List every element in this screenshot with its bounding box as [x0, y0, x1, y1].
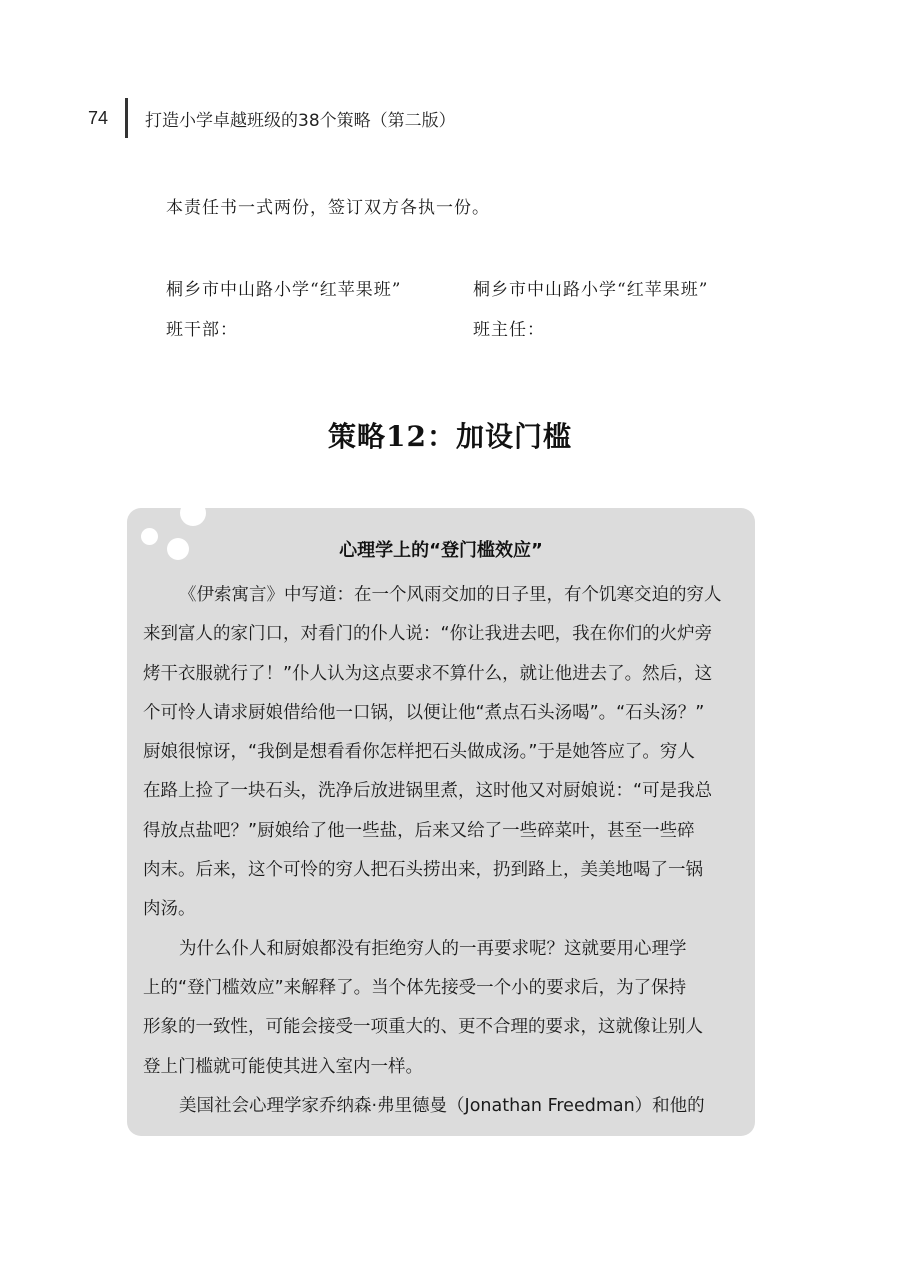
running-title: 打造小学卓越班级的38个策略（第二版）: [145, 111, 456, 131]
signature-left-role: 班干部：: [166, 320, 238, 340]
signature-right-role: 班主任：: [473, 320, 545, 340]
body-line: 厨娘很惊讶，“我倒是想看看你怎样把石头做成汤。”于是她答应了。穷人: [143, 742, 695, 763]
body-line: 个可怜人请求厨娘借给他一口锅，以便让他“煮点石头汤喝”。“石头汤？”: [143, 702, 705, 723]
box-title: 心理学上的“登门槛效应”: [339, 540, 543, 561]
sidebar-box: [127, 508, 755, 1136]
section-title: 策略12：加设门槛: [328, 420, 572, 453]
body-line: 肉汤。: [143, 899, 196, 920]
body-line: 来到富人的家门口，对看门的仆人说：“你让我进去吧，我在你们的火炉旁: [143, 624, 713, 645]
body-line: 肉末。后来，这个可怜的穷人把石头捞出来，扔到路上，美美地喝了一锅: [143, 860, 703, 881]
box-body: [143, 576, 739, 1126]
body-line: 烤干衣服就行了！”仆人认为这点要求不算什么，就让他进去了。然后，这: [143, 663, 713, 684]
signature-right: [473, 270, 708, 350]
contract-note: 本责任书一式两份，签订双方各执一份。: [166, 198, 490, 218]
page-number: 74: [88, 108, 109, 128]
body-line: 美国社会心理学家乔纳森·弗里德曼（Jonathan Freedman）和他的: [179, 1095, 705, 1116]
body-line: 形象的一致性，可能会接受一项重大的、更不合理的要求，这就像让别人: [143, 1017, 703, 1038]
body-line: 上的“登门槛效应”来解释了。当个体先接受一个小的要求后，为了保持: [143, 977, 687, 998]
header-divider: [125, 98, 128, 138]
body-line: 登上门槛就可能使其进入室内一样。: [143, 1056, 423, 1077]
signature-left: [166, 270, 401, 350]
body-line: 《伊索寓言》中写道：在一个风雨交加的日子里，有个饥寒交迫的穷人: [179, 585, 722, 605]
body-line: 得放点盐吧？”厨娘给了他一些盐，后来又给了一些碎菜叶，甚至一些碎: [143, 820, 695, 841]
body-line: 在路上捡了一块石头，洗净后放进锅里煮，这时他又对厨娘说：“可是我总: [143, 781, 713, 802]
body-line: 为什么仆人和厨娘都没有拒绝穷人的一再要求呢？这就要用心理学: [179, 938, 687, 959]
signature-left-school: 桐乡市中山路小学“红苹果班”: [166, 280, 402, 300]
decor-bubble-icon: [180, 500, 206, 526]
signature-right-school: 桐乡市中山路小学“红苹果班”: [473, 280, 709, 300]
